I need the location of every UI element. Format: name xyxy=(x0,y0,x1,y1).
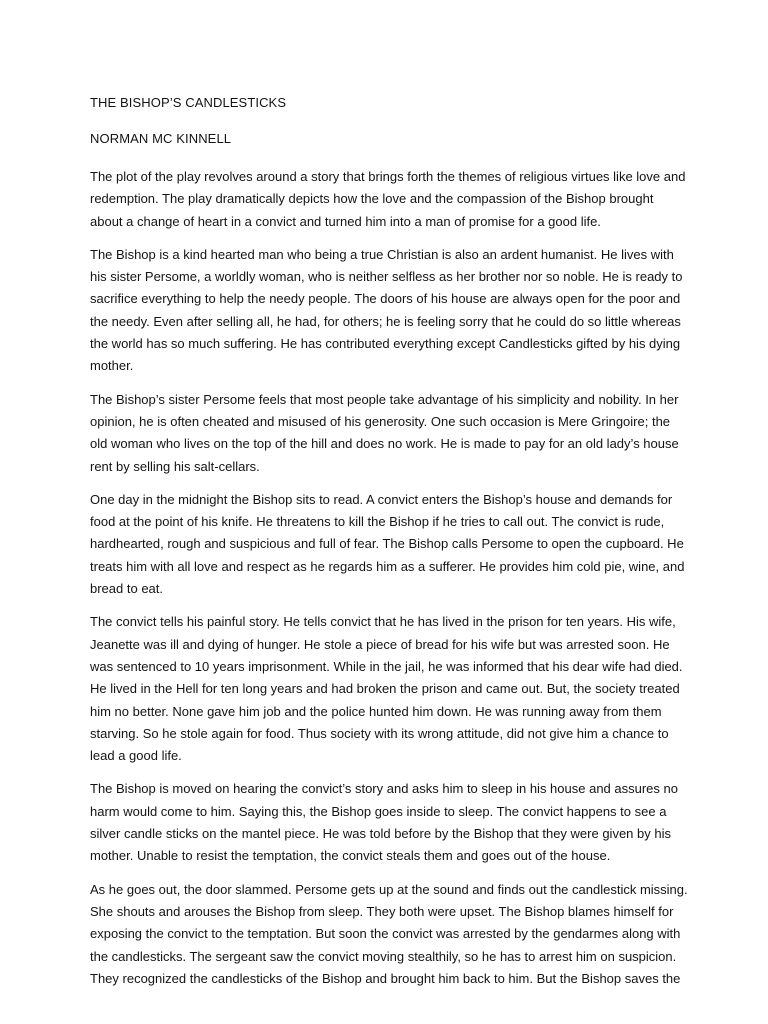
document-page xyxy=(90,94,688,1001)
document-author: NORMAN MC KINNELL xyxy=(90,131,232,146)
paragraph-7: As he goes out, the door slammed. Persome gets up at the sound and finds out the candlestick missing. She shouts and arouses the Bishop from sleep. They both were upset. The Bishop blames himself for exposing the convict to the temptation. But soon the convict was arrested by the gendarmes along with the candlesticks. The sergeant saw the convict moving stealthily, so he has to arrest him on suspicion. They recognized the candlesticks of the Bishop and brought him back to him. But the Bishop saves the xyxy=(90,881,688,986)
document-title: THE BISHOP’S CANDLESTICKS xyxy=(90,95,287,110)
paragraph-6: The Bishop is moved on hearing the convict’s story and asks him to sleep in his house and assures no harm would come to him. Saying this, the Bishop goes inside to sleep. The convict happens to see a silver candle sticks on the mantel piece. He was told before by the Bishop that they were given by his mother. Unable to resist the temptation, the convict steals them and goes out of the house. xyxy=(90,781,678,864)
paragraph-3: The Bishop’s sister Persome feels that most people take advantage of his simplicity and nobility. In her opinion, he is often cheated and misused of his generosity. One such occasion is Mere Gringoire; the old woman who lives on the top of the hill and does no work. He is made to pay for an old lady’s house rent by selling his salt-cellars. xyxy=(90,391,679,474)
paragraph-2: The Bishop is a kind hearted man who being a true Christian is also an ardent humanist. He lives with his sister Persome, a worldly woman, who is neither selfless as her brother nor so noble. He is ready to sacrifice everything to help the needy people. The doors of his house are always open for the poor and the needy. Even after selling all, he had, for others; he is feeling sorry that he could do so little whereas the world has so much suffering. He has contributed everything except Candlesticks gifted by his dying mother. xyxy=(90,246,683,374)
paragraph-1: The plot of the play revolves around a story that brings forth the themes of religious virtues like love and redemption. The play dramatically depicts how the love and the compassion of the Bishop brought about a change of heart in a convict and turned him into a man of promise for a good life. xyxy=(90,169,686,229)
paragraph-4: One day in the midnight the Bishop sits to read. A convict enters the Bishop’s house and demands for food at the point of his knife. He threatens to kill the Bishop if he tries to call out. The convict is rude, hardhearted, rough and suspicious and full of fear. The Bishop calls Persome to open the cupboard. He treats him with all love and respect as he regards him as a sufferer. He provides him cold pie, wine, and bread to eat. xyxy=(90,491,685,597)
paragraph-5: The convict tells his painful story. He tells convict that he has lived in the prison for ten years. His wife, Jeanette was ill and dying of hunger. He stole a piece of bread for his wife but was arrested soon. He was sentenced to 10 years imprisonment. While in the jail, he was informed that his dear wife had died. He lived in the Hell for ten long years and had broken the prison and came out. But, the society treated him no better. None gave him job and the police hunted him down. He was running away from them starving. So he stole again for food. Thus society with its wrong attitude, did not give him a chance to lead a good life. xyxy=(90,614,683,764)
